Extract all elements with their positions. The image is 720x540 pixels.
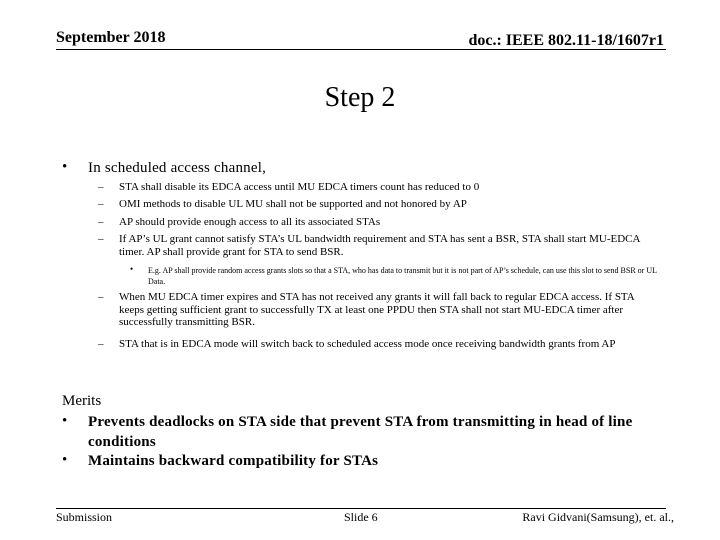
sub-sub-bullet: E.g. AP shall provide random access grants slots so that a STA, who has data to transmit but it is not part of AP’s schedule, can use this slot to send BSR or UL Data. bbox=[148, 266, 657, 286]
footer-slide-number: Slide 6 bbox=[344, 510, 378, 524]
footer-submission: Submission bbox=[56, 510, 113, 524]
header-date: September 2018 bbox=[56, 29, 166, 46]
main-bullet-text: In scheduled access channel, bbox=[88, 160, 267, 176]
bullet-marker: • bbox=[62, 413, 68, 429]
dash-marker: – bbox=[98, 198, 104, 210]
slide-title: Step 2 bbox=[324, 82, 396, 113]
bullet-marker: • bbox=[62, 159, 68, 175]
footer-rule bbox=[56, 508, 666, 509]
footer-author: Ravi Gidvani(Samsung), et. al., bbox=[522, 510, 674, 524]
bullet-marker: • bbox=[62, 452, 68, 468]
dash-marker: – bbox=[98, 338, 104, 350]
merits-heading: Merits bbox=[62, 393, 102, 409]
sub-bullet: When MU EDCA timer expires and STA has not received any grants it will fall back to regular EDCA access. If STA keeps getting sufficient grant to successfully TX at least one PPDU then STA shall not start MU-EDCA timer after successfully transmitting BSR. bbox=[119, 291, 635, 328]
dash-marker: – bbox=[98, 233, 104, 245]
header-rule bbox=[56, 49, 666, 50]
sub-bullet: STA shall disable its EDCA access until MU EDCA timers count has reduced to 0 bbox=[119, 181, 480, 193]
merit-item: Maintains backward compatibility for STAs bbox=[88, 453, 379, 469]
sub-bullet: STA that is in EDCA mode will switch back to scheduled access mode once receiving bandwidth grants from AP bbox=[119, 338, 616, 350]
dash-marker: – bbox=[98, 291, 104, 303]
sub-bullet: AP should provide enough access to all its associated STAs bbox=[119, 216, 381, 228]
dash-marker: – bbox=[98, 181, 104, 193]
dash-marker: – bbox=[98, 216, 104, 228]
merit-item: Prevents deadlocks on STA side that prevent STA from transmitting in head of line conditions bbox=[88, 414, 633, 450]
bullet-marker-small: • bbox=[130, 264, 134, 274]
sub-bullet: If AP’s UL grant cannot satisfy STA’s UL bandwidth requirement and STA has sent a BSR, STA shall start MU-EDCA timer. AP shall provide grant for STA to send BSR. bbox=[119, 233, 640, 258]
header-doc-id: doc.: IEEE 802.11-18/1607r1 bbox=[468, 32, 664, 49]
sub-bullet: OMI methods to disable UL MU shall not be supported and not honored by AP bbox=[119, 198, 467, 210]
